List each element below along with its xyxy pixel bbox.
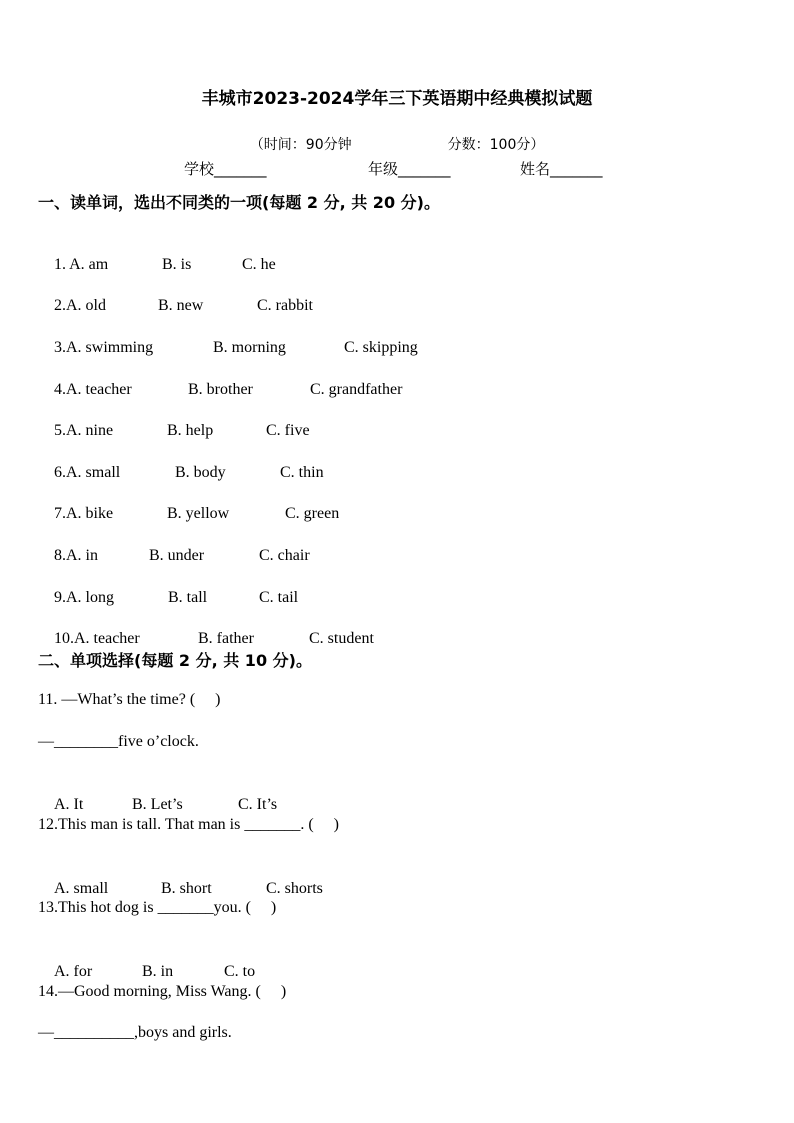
question-12: 12.This man is tall. That man is _______. ( ) xyxy=(38,816,340,833)
option-b: B. yellow xyxy=(167,505,230,522)
option-c: C. grandfather xyxy=(310,381,403,398)
option-a: 4.A. teacher xyxy=(54,381,132,398)
option-b: B. Let’s xyxy=(132,796,183,813)
option-b: B. in xyxy=(142,963,174,980)
question-13: 13.This hot dog is _______you. ( ) xyxy=(38,899,277,916)
option-c: C. shorts xyxy=(266,880,323,897)
option-a: 10.A. teacher xyxy=(54,630,140,647)
option-b: B. is xyxy=(162,256,192,273)
question-row xyxy=(38,606,374,647)
option-c: C. tail xyxy=(259,589,299,606)
option-c: C. It’s xyxy=(238,796,278,813)
option-c: C. five xyxy=(266,422,310,439)
option-a: 3.A. swimming xyxy=(54,339,154,356)
question-row xyxy=(38,398,310,439)
question-row xyxy=(38,232,276,273)
option-b: B. body xyxy=(175,464,226,481)
question-row xyxy=(38,273,313,314)
option-c: C. skipping xyxy=(344,339,418,356)
section-1-heading: 一、读单词，选出不同类的一项(每题 2 分, 共 20 分)。 xyxy=(38,193,440,212)
option-c: C. chair xyxy=(259,547,310,564)
option-a: 2.A. old xyxy=(54,297,106,314)
option-b: B. under xyxy=(149,547,205,564)
option-c: C. green xyxy=(285,505,340,522)
option-b: B. short xyxy=(161,880,212,897)
option-a: 1. A. am xyxy=(54,256,109,273)
option-b: B. new xyxy=(158,297,204,314)
option-a: A. It xyxy=(54,796,84,813)
option-a: A. for xyxy=(54,963,93,980)
option-b: B. brother xyxy=(188,381,253,398)
question-row xyxy=(38,565,299,606)
question-row xyxy=(38,357,403,398)
time-label: （时间：90分钟 xyxy=(249,137,352,153)
question-12-options xyxy=(38,856,323,897)
question-13-options xyxy=(38,939,256,980)
question-14: 14.—Good morning, Miss Wang. ( ) xyxy=(38,983,287,1000)
section-2-heading: 二、单项选择(每题 2 分, 共 10 分)。 xyxy=(38,651,312,670)
question-row xyxy=(38,440,324,481)
option-c: C. rabbit xyxy=(257,297,313,314)
question-row xyxy=(38,315,418,356)
option-a: A. small xyxy=(54,880,109,897)
option-b: B. help xyxy=(167,422,214,439)
name-field: 姓名_______ xyxy=(520,160,603,178)
question-row xyxy=(38,523,310,564)
option-a: 8.A. in xyxy=(54,547,98,564)
question-11-answer: —________five o’clock. xyxy=(38,733,199,750)
school-field: 学校_______ xyxy=(184,160,267,178)
option-c: C. to xyxy=(224,963,256,980)
option-a: 6.A. small xyxy=(54,464,121,481)
option-b: B. father xyxy=(198,630,254,647)
option-b: B. tall xyxy=(168,589,208,606)
page-title: 丰城市2023-2024学年三下英语期中经典模拟试题 xyxy=(201,89,593,109)
question-11-options xyxy=(38,772,278,813)
option-b: B. morning xyxy=(213,339,286,356)
question-11: 11. —What’s the time? ( ) xyxy=(38,691,221,708)
question-row xyxy=(38,481,340,522)
grade-field: 年级_______ xyxy=(368,160,451,178)
option-a: 7.A. bike xyxy=(54,505,114,522)
option-c: C. student xyxy=(309,630,374,647)
option-c: C. thin xyxy=(280,464,324,481)
option-a: 9.A. long xyxy=(54,589,114,606)
question-14-answer: —__________,boys and girls. xyxy=(38,1024,232,1041)
score-label: 分数：100分） xyxy=(447,137,545,153)
option-a: 5.A. nine xyxy=(54,422,114,439)
option-c: C. he xyxy=(242,256,276,273)
